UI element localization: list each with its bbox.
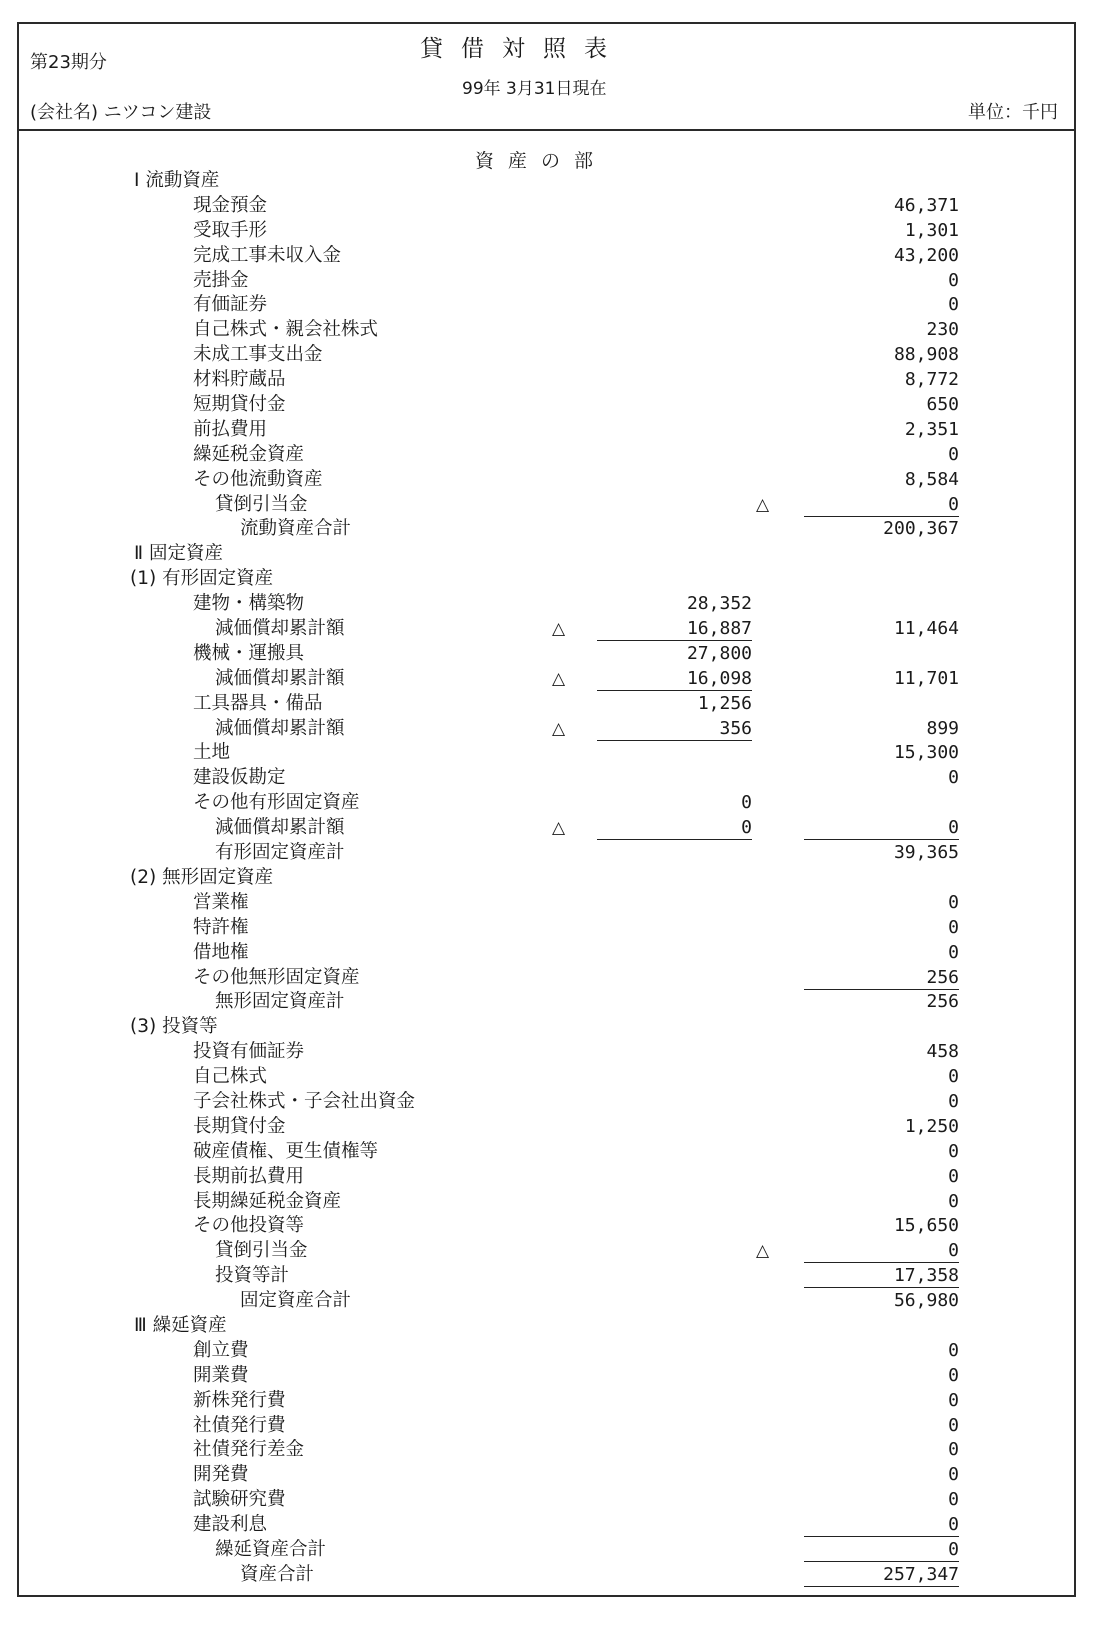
table-row	[0, 692, 1110, 717]
amount: 0	[948, 1489, 959, 1511]
row-label: 貸倒引当金	[215, 493, 308, 515]
row-label: 投資等計	[215, 1265, 290, 1287]
row-label: 土地	[193, 742, 231, 764]
table-row	[0, 1414, 1110, 1439]
table-row	[0, 1214, 1110, 1239]
as-of-date: 99年 3月31日現在	[462, 79, 607, 99]
table-row	[0, 617, 1110, 642]
row-label: 売掛金	[193, 269, 249, 291]
deduction-mark: △	[552, 619, 566, 640]
row-label: 特許権	[193, 916, 249, 938]
period-label: 第23期分	[30, 52, 107, 73]
table-row	[0, 567, 1110, 592]
amount: 0	[948, 1140, 959, 1162]
table-row	[0, 1165, 1110, 1190]
amount: 458	[926, 1041, 959, 1063]
row-label: その他無形固定資産	[193, 966, 360, 988]
table-row	[0, 592, 1110, 617]
unit-label: 単位：千円	[968, 102, 1058, 123]
amount: 0	[804, 1513, 959, 1537]
table-row	[0, 393, 1110, 418]
amount: 0	[804, 816, 959, 840]
amount: 1,250	[904, 1115, 959, 1137]
row-label: 創立費	[193, 1339, 249, 1361]
table-row	[0, 717, 1110, 742]
table-row	[0, 1040, 1110, 1065]
amount: 39,365	[893, 842, 959, 864]
amount: 8,584	[904, 468, 959, 490]
table-row	[0, 866, 1110, 891]
table-row	[0, 841, 1110, 866]
row-label: 投資有価証券	[193, 1041, 305, 1063]
amount: 0	[948, 1464, 959, 1486]
row-label: 機械・運搬具	[193, 642, 305, 664]
row-label: 材料貯蔵品	[193, 369, 286, 391]
row-label: 工具器具・備品	[193, 692, 323, 714]
table-row	[0, 766, 1110, 791]
amount: 256	[926, 991, 959, 1013]
amount: 0	[948, 1389, 959, 1411]
table-row	[0, 1314, 1110, 1339]
row-label: 建設仮勘定	[193, 767, 286, 789]
amount: 0	[948, 1364, 959, 1386]
table-row	[0, 318, 1110, 343]
table-row	[0, 966, 1110, 991]
table-row	[0, 891, 1110, 916]
row-label: 長期前払費用	[193, 1165, 305, 1187]
table-row	[0, 1065, 1110, 1090]
amount: 0	[948, 1190, 959, 1212]
amount: 1,301	[904, 219, 959, 241]
table-row	[0, 194, 1110, 219]
amount: 43,200	[893, 244, 959, 266]
table-row	[0, 1115, 1110, 1140]
table-row	[0, 1463, 1110, 1488]
table-row	[0, 443, 1110, 468]
table-row	[0, 941, 1110, 966]
table-row	[0, 990, 1110, 1015]
amount: 0	[804, 1239, 959, 1263]
row-label: 有形固定資産計	[215, 842, 345, 864]
detail-amount: 28,352	[686, 593, 752, 615]
row-label: 建物・構築物	[193, 593, 305, 615]
detail-amount: 356	[597, 717, 752, 741]
row-label: 自己株式	[193, 1066, 268, 1088]
row-label: 無形固定資産計	[215, 991, 345, 1013]
row-label: 建設利息	[193, 1514, 268, 1536]
amount: 0	[948, 1066, 959, 1088]
deduction-mark: △	[552, 668, 566, 689]
amount: 0	[948, 294, 959, 316]
table-row	[0, 1339, 1110, 1364]
amount: 11,701	[893, 667, 959, 689]
table-row	[0, 368, 1110, 393]
row-label: その他流動資産	[193, 468, 323, 490]
row-label: Ⅲ 繰延資産	[134, 1314, 227, 1336]
document-title: 貸借対照表	[420, 36, 625, 62]
row-label: (1) 有形固定資産	[130, 568, 274, 590]
row-label: (3) 投資等	[130, 1016, 218, 1038]
row-label: 短期貸付金	[193, 394, 286, 416]
amount: 0	[948, 1339, 959, 1361]
row-label: 減価償却累計額	[215, 618, 345, 640]
row-label: 繰延税金資産	[193, 443, 305, 465]
row-label: Ⅱ 固定資産	[134, 543, 223, 565]
amount: 0	[948, 1439, 959, 1461]
amount: 230	[926, 319, 959, 341]
table-row	[0, 1488, 1110, 1513]
row-label: 固定資産合計	[240, 1290, 352, 1312]
row-label: 長期貸付金	[193, 1115, 286, 1137]
table-row	[0, 219, 1110, 244]
table-row	[0, 1239, 1110, 1264]
balance-sheet-table	[0, 169, 1110, 1588]
row-label: 破産債権、更生債権等	[193, 1140, 379, 1162]
row-label: 未成工事支出金	[193, 344, 323, 366]
table-row	[0, 542, 1110, 567]
amount: 256	[804, 966, 959, 990]
amount: 15,650	[893, 1215, 959, 1237]
row-label: 有価証券	[193, 294, 268, 316]
amount: 88,908	[893, 344, 959, 366]
amount: 0	[948, 891, 959, 913]
deduction-mark: △	[756, 494, 770, 515]
amount: 0	[948, 443, 959, 465]
row-label: 自己株式・親会社株式	[193, 319, 379, 341]
table-row	[0, 1513, 1110, 1538]
deduction-mark: △	[552, 718, 566, 739]
amount: 0	[804, 1538, 959, 1562]
table-row	[0, 1140, 1110, 1165]
detail-amount: 16,887	[597, 617, 752, 641]
table-row	[0, 418, 1110, 443]
table-row	[0, 1364, 1110, 1389]
row-label: 試験研究費	[193, 1489, 286, 1511]
table-row	[0, 791, 1110, 816]
amount: 0	[948, 1165, 959, 1187]
table-row	[0, 916, 1110, 941]
row-label: 新株発行費	[193, 1389, 286, 1411]
amount: 0	[948, 767, 959, 789]
amount: 17,358	[804, 1264, 959, 1288]
row-label: その他有形固定資産	[193, 792, 360, 814]
row-label: その他投資等	[193, 1215, 305, 1237]
row-label: 減価償却累計額	[215, 667, 345, 689]
row-label: 減価償却累計額	[215, 717, 345, 739]
amount: 2,351	[904, 418, 959, 440]
table-row	[0, 667, 1110, 692]
amount: 56,980	[893, 1290, 959, 1312]
detail-amount: 16,098	[597, 667, 752, 691]
row-label: 営業権	[193, 891, 249, 913]
amount: 200,367	[883, 518, 959, 540]
table-row	[0, 1015, 1110, 1040]
amount: 0	[948, 1414, 959, 1436]
table-row	[0, 1090, 1110, 1115]
table-row	[0, 1289, 1110, 1314]
table-row	[0, 493, 1110, 518]
row-label: 受取手形	[193, 219, 268, 241]
header-divider	[17, 129, 1076, 131]
table-row	[0, 1438, 1110, 1463]
row-label: 子会社株式・子会社出資金	[193, 1090, 416, 1112]
row-label: 繰延資産合計	[215, 1538, 327, 1560]
deduction-mark: △	[756, 1241, 770, 1262]
table-row	[0, 343, 1110, 368]
amount: 0	[948, 1090, 959, 1112]
table-row	[0, 517, 1110, 542]
table-row	[0, 1538, 1110, 1563]
row-label: 流動資産合計	[240, 518, 352, 540]
deduction-mark: △	[552, 818, 566, 839]
row-label: Ⅰ 流動資産	[134, 170, 220, 191]
detail-amount: 0	[597, 816, 752, 840]
table-row	[0, 1264, 1110, 1289]
amount: 0	[948, 269, 959, 291]
row-label: 借地権	[193, 941, 249, 963]
table-row	[0, 269, 1110, 294]
detail-amount: 1,256	[697, 692, 752, 714]
row-label: 社債発行費	[193, 1414, 286, 1436]
amount: 0	[804, 493, 959, 517]
table-row	[0, 642, 1110, 667]
amount: 650	[926, 394, 959, 416]
detail-amount: 27,800	[686, 642, 752, 664]
table-row	[0, 1389, 1110, 1414]
amount: 257,347	[804, 1563, 959, 1587]
section-title: 資産の部	[475, 150, 608, 172]
row-label: 現金預金	[193, 194, 268, 216]
amount: 46,371	[893, 194, 959, 216]
table-row	[0, 293, 1110, 318]
row-label: 開業費	[193, 1364, 249, 1386]
detail-amount: 0	[741, 792, 752, 814]
table-row	[0, 816, 1110, 841]
amount: 899	[926, 717, 959, 739]
table-row	[0, 244, 1110, 269]
amount: 0	[948, 916, 959, 938]
row-label: 社債発行差金	[193, 1439, 305, 1461]
row-label: 開発費	[193, 1464, 249, 1486]
row-label: 貸倒引当金	[215, 1240, 308, 1262]
table-row	[0, 741, 1110, 766]
table-row	[0, 1563, 1110, 1588]
row-label: 前払費用	[193, 418, 268, 440]
row-label: 資産合計	[240, 1563, 315, 1585]
row-label: 長期繰延税金資産	[193, 1190, 342, 1212]
amount: 0	[948, 941, 959, 963]
amount: 8,772	[904, 369, 959, 391]
table-row	[0, 169, 1110, 194]
row-label: (2) 無形固定資産	[130, 866, 274, 888]
amount: 15,300	[893, 742, 959, 764]
row-label: 減価償却累計額	[215, 817, 345, 839]
row-label: 完成工事未収入金	[193, 244, 342, 266]
company-name: (会社名) ニツコン建設	[30, 102, 212, 123]
amount: 11,464	[893, 618, 959, 640]
table-row	[0, 1190, 1110, 1215]
table-row	[0, 468, 1110, 493]
